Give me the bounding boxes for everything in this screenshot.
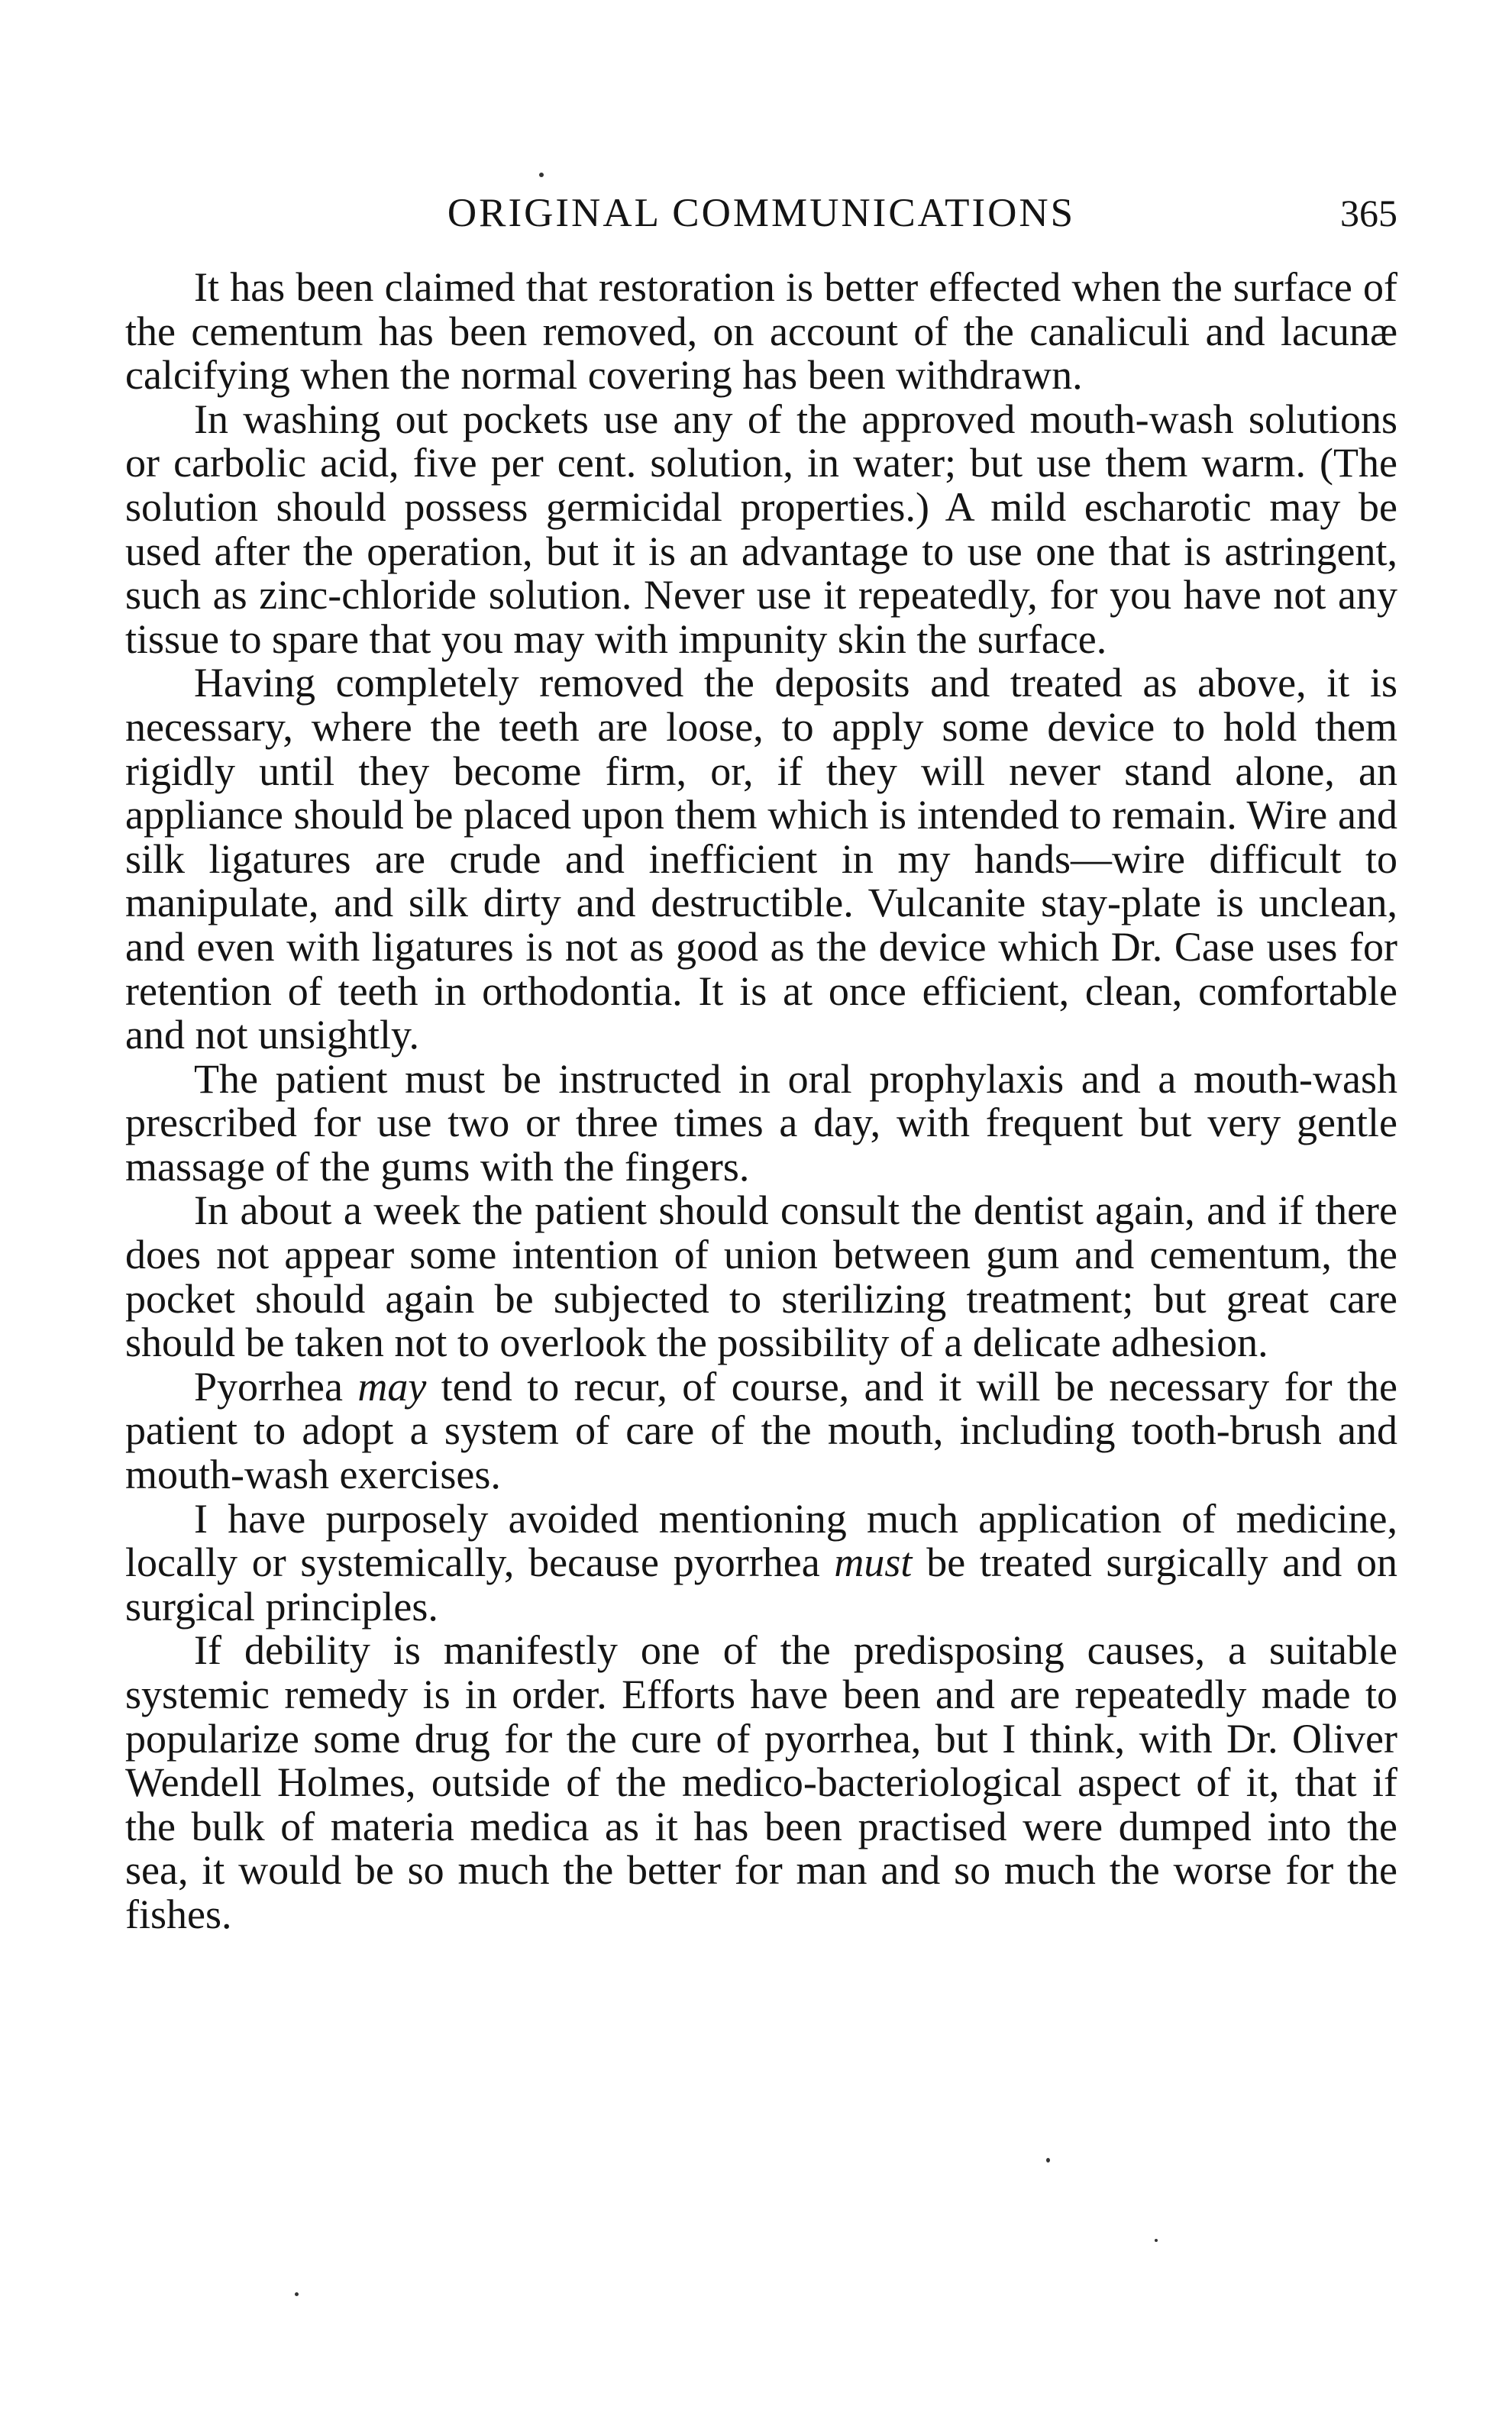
running-title: ORIGINAL COMMUNICATIONS xyxy=(447,191,1076,235)
running-header xyxy=(125,186,1397,240)
paragraph-oral-prophylaxis: The patient must be instructed in oral prophylaxis and a mouth-wash prescribed for use two or three times a day, with frequent but very gentle massage of the gums with the fingers. xyxy=(125,1055,1397,1190)
paragraph-follow-up-visit: In about a week the patient should consult the dentist again, and if there does not appear some intention of union between gum and cementum, the pocket should again be subjected to sterilizing treatment; but great care should be taken not to overlook the possibility of a delicate adhesion. xyxy=(125,1187,1397,1366)
print-speck xyxy=(1155,2239,1158,2242)
text-run: be treated surgically and on surgical principles. xyxy=(125,1539,1397,1630)
emphasis-must: must xyxy=(834,1539,913,1586)
body-text xyxy=(125,266,1397,1937)
paragraph-medicine xyxy=(125,1497,1397,1630)
text-run: tend to recur, of course, and it will be necessary for the patient to adopt a system of care of the mouth, including tooth-brush and mouth-wash exercises. xyxy=(125,1363,1397,1498)
page-number: 365 xyxy=(1340,192,1397,234)
print-speck xyxy=(539,173,544,177)
text-run: I have purposely avoided mentioning much application of medicine, locally or systemically, because pyorrhea xyxy=(125,1495,1397,1586)
emphasis-may: may xyxy=(357,1363,427,1410)
paragraph-cementum-restoration: It has been claimed that restoration is better effected when the surface of the cementum has been removed, on account of the canaliculi and lacunæ calcifying when the normal covering has been withdrawn. xyxy=(125,264,1397,399)
print-speck xyxy=(295,2292,299,2296)
paragraph-loose-teeth-devices: Having completely removed the deposits and treated as above, it is necessary, where the teeth are loose, to apply some device to hold them rigidly until they become firm, or, if they will never stand alone, an appliance should be placed upon them which is intended to remain. Wire and silk ligatures are crude and inefficient in my hands—wire difficult to manipulate, and silk dirty and destructible. Vulcanite stay-plate is unclean, and even with ligatures is not as good as the device which Dr. Case uses for retention of teeth in orthodontia. It is at once efficient, clean, comfortable and not unsightly. xyxy=(125,660,1397,1058)
paragraph-washing-pockets: In washing out pockets use any of the approved mouth-wash solutions or carbolic acid, five per cent. solution, in water; but use them warm. (The solution should possess germicidal properties.) A mild escharotic may be used after the operation, but it is an advantage to use one that is astringent, such as zinc-chloride solution. Never use it repeatedly, for you have not any tissue to spare that you may with impunity skin the surface. xyxy=(125,396,1397,662)
paragraph-systemic-remedy: If debility is manifestly one of the predisposing causes, a suitable systemic remedy is in order. Efforts have been and are repeatedly made to popularize some drug for the cure of pyorrhea, but I think, with Dr. Oliver Wendell Holmes, outside of the medico-bacteriological aspect of it, that if the bulk of materia medica as it has been practised were dumped into the sea, it would be so much the better for man and so much the worse for the fishes. xyxy=(125,1627,1397,1937)
print-speck xyxy=(1046,2158,1050,2163)
text-run: Pyorrhea xyxy=(194,1363,358,1410)
paragraph-recurrence xyxy=(125,1365,1397,1497)
